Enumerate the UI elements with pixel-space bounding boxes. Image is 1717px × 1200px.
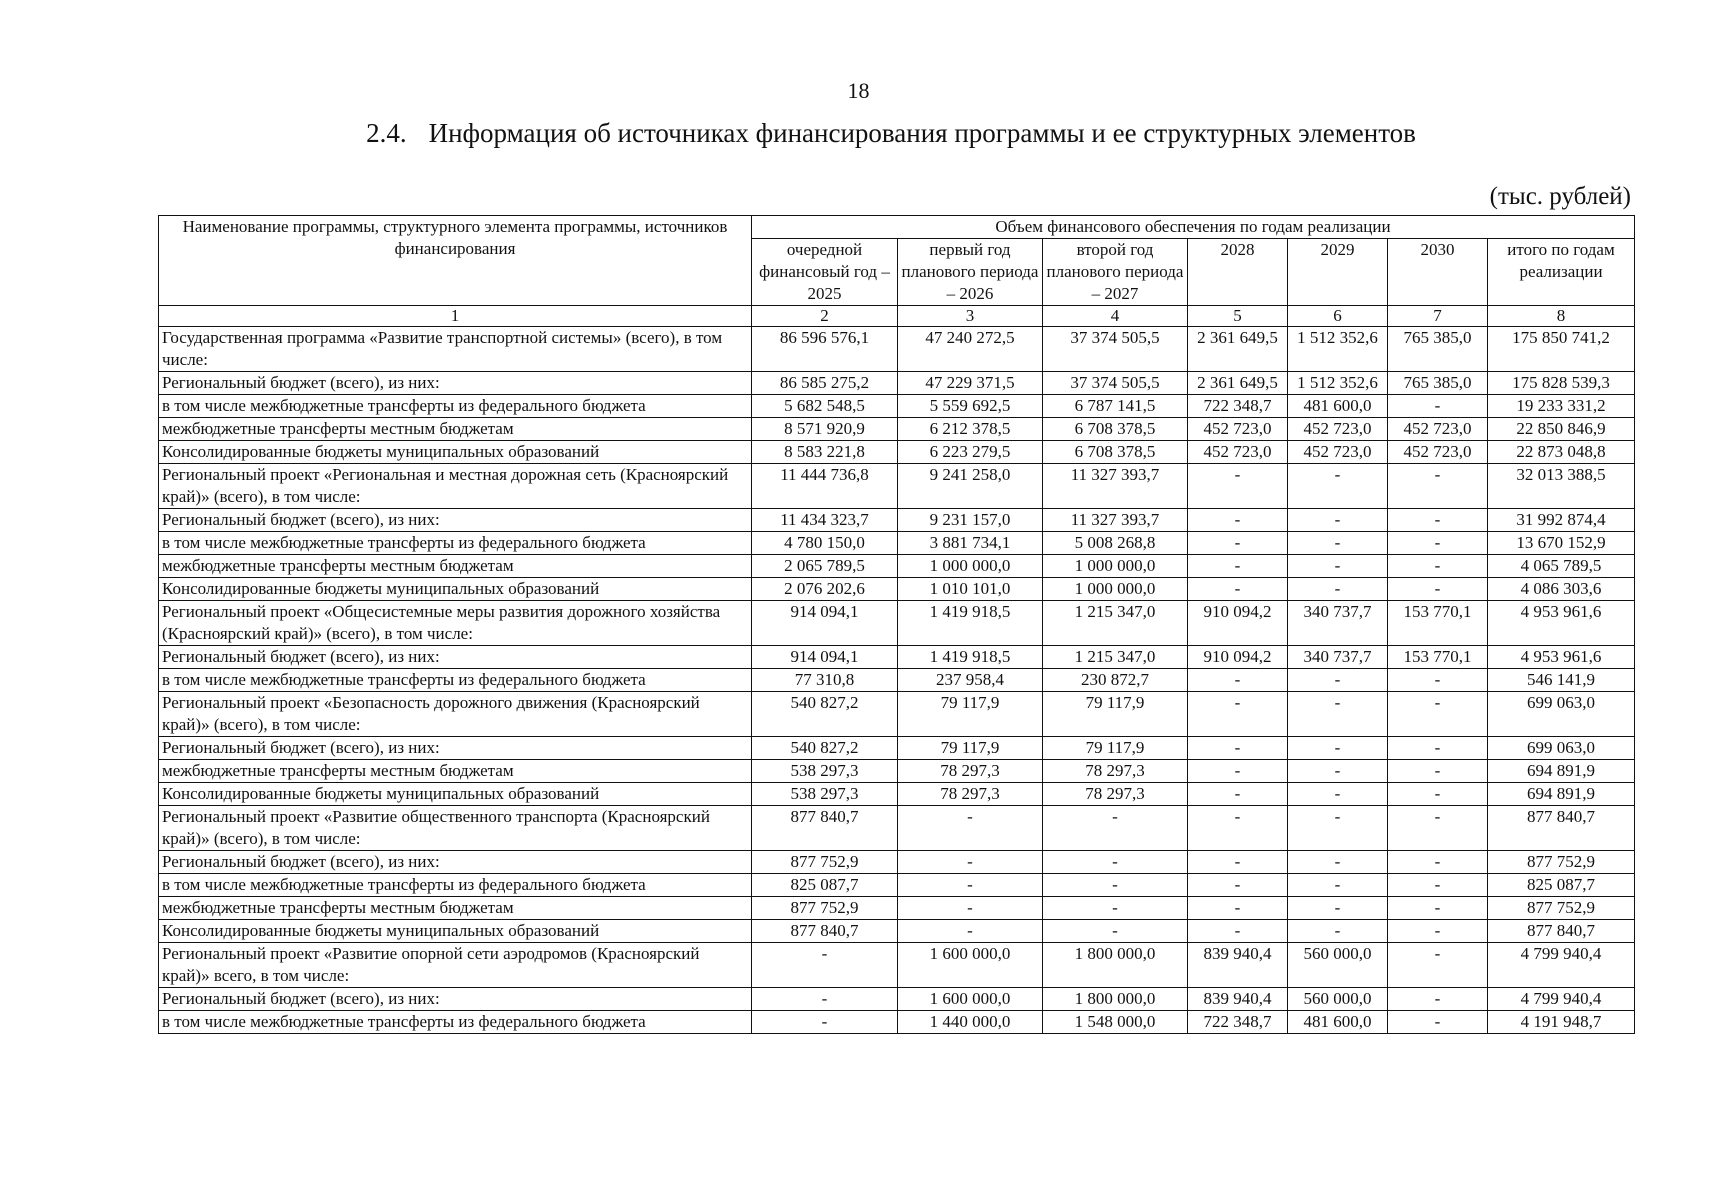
cell-2029: - bbox=[1288, 509, 1388, 532]
cell-2027: 79 117,9 bbox=[1043, 737, 1188, 760]
cell-2026: 9 241 258,0 bbox=[898, 464, 1043, 509]
cell-2030: - bbox=[1388, 760, 1488, 783]
header-2028: 2028 bbox=[1188, 239, 1288, 306]
section-title bbox=[0, 118, 1717, 149]
cell-2029: 560 000,0 bbox=[1288, 988, 1388, 1011]
cell-2028: 722 348,7 bbox=[1188, 395, 1288, 418]
cell-2026: 79 117,9 bbox=[898, 737, 1043, 760]
cell-2025: 914 094,1 bbox=[752, 601, 898, 646]
cell-2027: 1 000 000,0 bbox=[1043, 578, 1188, 601]
table-row bbox=[159, 327, 1635, 372]
row-name: в том числе межбюджетные трансферты из федерального бюджета bbox=[159, 1011, 752, 1034]
cell-2025: 86 585 275,2 bbox=[752, 372, 898, 395]
cell-2025: 8 583 221,8 bbox=[752, 441, 898, 464]
cell-2029: - bbox=[1288, 874, 1388, 897]
index-cell: 8 bbox=[1488, 306, 1635, 327]
row-name: Региональный бюджет (всего), из них: bbox=[159, 509, 752, 532]
table-row bbox=[159, 601, 1635, 646]
cell-2026: 1 600 000,0 bbox=[898, 988, 1043, 1011]
cell-total: 19 233 331,2 bbox=[1488, 395, 1635, 418]
table-row bbox=[159, 578, 1635, 601]
units-label: (тыс. рублей) bbox=[1489, 183, 1631, 210]
table-row bbox=[159, 920, 1635, 943]
cell-2028: - bbox=[1188, 783, 1288, 806]
cell-2027: 6 708 378,5 bbox=[1043, 418, 1188, 441]
cell-2029: 481 600,0 bbox=[1288, 1011, 1388, 1034]
index-cell: 3 bbox=[898, 306, 1043, 327]
cell-2030: - bbox=[1388, 783, 1488, 806]
cell-2028: 452 723,0 bbox=[1188, 441, 1288, 464]
cell-2028: 2 361 649,5 bbox=[1188, 327, 1288, 372]
table-row bbox=[159, 669, 1635, 692]
cell-2025: 5 682 548,5 bbox=[752, 395, 898, 418]
cell-2025: 540 827,2 bbox=[752, 737, 898, 760]
row-name: Региональный бюджет (всего), из них: bbox=[159, 988, 752, 1011]
cell-2025: - bbox=[752, 943, 898, 988]
cell-2030: - bbox=[1388, 737, 1488, 760]
row-name: в том числе межбюджетные трансферты из федерального бюджета bbox=[159, 532, 752, 555]
cell-total: 4 953 961,6 bbox=[1488, 601, 1635, 646]
cell-2028: 2 361 649,5 bbox=[1188, 372, 1288, 395]
cell-2025: 540 827,2 bbox=[752, 692, 898, 737]
cell-2027: 6 787 141,5 bbox=[1043, 395, 1188, 418]
cell-total: 699 063,0 bbox=[1488, 692, 1635, 737]
table-row bbox=[159, 509, 1635, 532]
cell-2027: 1 800 000,0 bbox=[1043, 988, 1188, 1011]
cell-2028: - bbox=[1188, 669, 1288, 692]
cell-2029: 560 000,0 bbox=[1288, 943, 1388, 988]
cell-2025: 877 752,9 bbox=[752, 851, 898, 874]
cell-total: 825 087,7 bbox=[1488, 874, 1635, 897]
cell-2030: - bbox=[1388, 669, 1488, 692]
row-name: межбюджетные трансферты местным бюджетам bbox=[159, 555, 752, 578]
table-row bbox=[159, 874, 1635, 897]
cell-2028: - bbox=[1188, 692, 1288, 737]
cell-2025: 11 434 323,7 bbox=[752, 509, 898, 532]
header-2026: первый год планового периода – 2026 bbox=[898, 239, 1043, 306]
cell-2028: - bbox=[1188, 509, 1288, 532]
row-name: Региональный бюджет (всего), из них: bbox=[159, 851, 752, 874]
row-name: в том числе межбюджетные трансферты из федерального бюджета bbox=[159, 669, 752, 692]
index-cell: 4 bbox=[1043, 306, 1188, 327]
cell-2027: - bbox=[1043, 897, 1188, 920]
row-name: Региональный бюджет (всего), из них: bbox=[159, 737, 752, 760]
header-2025: очередной финансовый год – 2025 bbox=[752, 239, 898, 306]
cell-2029: 452 723,0 bbox=[1288, 418, 1388, 441]
cell-2026: 237 958,4 bbox=[898, 669, 1043, 692]
cell-2027: 5 008 268,8 bbox=[1043, 532, 1188, 555]
cell-2028: 839 940,4 bbox=[1188, 943, 1288, 988]
cell-total: 877 752,9 bbox=[1488, 897, 1635, 920]
cell-2029: 1 512 352,6 bbox=[1288, 327, 1388, 372]
cell-2030: - bbox=[1388, 851, 1488, 874]
row-name: Региональный проект «Безопасность дорожного движения (Красноярский край)» (всего), в том числе: bbox=[159, 692, 752, 737]
cell-2027: 1 215 347,0 bbox=[1043, 646, 1188, 669]
cell-2028: - bbox=[1188, 874, 1288, 897]
cell-2028: - bbox=[1188, 920, 1288, 943]
table-row bbox=[159, 806, 1635, 851]
cell-2026: 6 223 279,5 bbox=[898, 441, 1043, 464]
header-2029: 2029 bbox=[1288, 239, 1388, 306]
index-row bbox=[159, 306, 1635, 327]
cell-2025: 914 094,1 bbox=[752, 646, 898, 669]
table-row bbox=[159, 783, 1635, 806]
cell-2030: - bbox=[1388, 692, 1488, 737]
cell-2030: - bbox=[1388, 943, 1488, 988]
cell-2025: 877 840,7 bbox=[752, 920, 898, 943]
cell-2029: - bbox=[1288, 783, 1388, 806]
cell-total: 877 840,7 bbox=[1488, 920, 1635, 943]
cell-2028: - bbox=[1188, 578, 1288, 601]
cell-2025: 538 297,3 bbox=[752, 760, 898, 783]
cell-2026: 47 229 371,5 bbox=[898, 372, 1043, 395]
cell-2029: 452 723,0 bbox=[1288, 441, 1388, 464]
row-name: Консолидированные бюджеты муниципальных образований bbox=[159, 578, 752, 601]
index-cell: 7 bbox=[1388, 306, 1488, 327]
table-row bbox=[159, 851, 1635, 874]
cell-2030: - bbox=[1388, 1011, 1488, 1034]
cell-total: 877 752,9 bbox=[1488, 851, 1635, 874]
row-name: Региональный бюджет (всего), из них: bbox=[159, 372, 752, 395]
financing-table bbox=[158, 215, 1635, 1034]
cell-2028: - bbox=[1188, 806, 1288, 851]
table-row bbox=[159, 441, 1635, 464]
cell-2025: 11 444 736,8 bbox=[752, 464, 898, 509]
cell-total: 694 891,9 bbox=[1488, 783, 1635, 806]
index-cell: 1 bbox=[159, 306, 752, 327]
index-cell: 2 bbox=[752, 306, 898, 327]
cell-2029: 481 600,0 bbox=[1288, 395, 1388, 418]
table-row bbox=[159, 372, 1635, 395]
cell-2025: 2 065 789,5 bbox=[752, 555, 898, 578]
cell-2029: 340 737,7 bbox=[1288, 601, 1388, 646]
cell-2029: - bbox=[1288, 555, 1388, 578]
cell-2027: 1 548 000,0 bbox=[1043, 1011, 1188, 1034]
cell-total: 699 063,0 bbox=[1488, 737, 1635, 760]
row-name: Региональный проект «Региональная и местная дорожная сеть (Красноярский край)» (всего), в том числе: bbox=[159, 464, 752, 509]
section-title-text: Информация об источниках финансирования программы и ее структурных элементов bbox=[428, 118, 1416, 148]
cell-2027: 37 374 505,5 bbox=[1043, 327, 1188, 372]
cell-2025: 86 596 576,1 bbox=[752, 327, 898, 372]
cell-total: 4 086 303,6 bbox=[1488, 578, 1635, 601]
table-row bbox=[159, 1011, 1635, 1034]
row-name: Региональный бюджет (всего), из них: bbox=[159, 646, 752, 669]
cell-total: 22 873 048,8 bbox=[1488, 441, 1635, 464]
cell-2030: - bbox=[1388, 920, 1488, 943]
table-row bbox=[159, 988, 1635, 1011]
cell-total: 32 013 388,5 bbox=[1488, 464, 1635, 509]
cell-2030: - bbox=[1388, 532, 1488, 555]
cell-2028: - bbox=[1188, 532, 1288, 555]
row-name: межбюджетные трансферты местным бюджетам bbox=[159, 418, 752, 441]
cell-total: 877 840,7 bbox=[1488, 806, 1635, 851]
cell-2026: - bbox=[898, 920, 1043, 943]
table-row bbox=[159, 418, 1635, 441]
cell-2026: 1 440 000,0 bbox=[898, 1011, 1043, 1034]
cell-2028: 452 723,0 bbox=[1188, 418, 1288, 441]
cell-2028: - bbox=[1188, 464, 1288, 509]
row-name: в том числе межбюджетные трансферты из федерального бюджета bbox=[159, 874, 752, 897]
cell-2029: - bbox=[1288, 532, 1388, 555]
header-group: Объем финансового обеспечения по годам реализации bbox=[752, 216, 1635, 239]
cell-2029: - bbox=[1288, 692, 1388, 737]
cell-total: 175 850 741,2 bbox=[1488, 327, 1635, 372]
cell-2025: 538 297,3 bbox=[752, 783, 898, 806]
cell-2029: - bbox=[1288, 897, 1388, 920]
cell-2029: 340 737,7 bbox=[1288, 646, 1388, 669]
cell-2025: 4 780 150,0 bbox=[752, 532, 898, 555]
cell-total: 175 828 539,3 bbox=[1488, 372, 1635, 395]
table-row bbox=[159, 692, 1635, 737]
table-row bbox=[159, 737, 1635, 760]
cell-2027: 79 117,9 bbox=[1043, 692, 1188, 737]
cell-total: 4 953 961,6 bbox=[1488, 646, 1635, 669]
cell-2028: 910 094,2 bbox=[1188, 601, 1288, 646]
table-row bbox=[159, 555, 1635, 578]
cell-total: 4 065 789,5 bbox=[1488, 555, 1635, 578]
cell-2029: - bbox=[1288, 920, 1388, 943]
cell-2027: - bbox=[1043, 874, 1188, 897]
cell-2029: - bbox=[1288, 737, 1388, 760]
cell-2026: - bbox=[898, 897, 1043, 920]
cell-2025: 825 087,7 bbox=[752, 874, 898, 897]
index-cell: 5 bbox=[1188, 306, 1288, 327]
cell-2028: - bbox=[1188, 760, 1288, 783]
table-row bbox=[159, 464, 1635, 509]
cell-2026: 1 600 000,0 bbox=[898, 943, 1043, 988]
cell-2026: 47 240 272,5 bbox=[898, 327, 1043, 372]
cell-2026: 5 559 692,5 bbox=[898, 395, 1043, 418]
cell-2030: 153 770,1 bbox=[1388, 601, 1488, 646]
cell-2025: - bbox=[752, 1011, 898, 1034]
cell-2026: 6 212 378,5 bbox=[898, 418, 1043, 441]
cell-2027: 78 297,3 bbox=[1043, 783, 1188, 806]
cell-2030: - bbox=[1388, 509, 1488, 532]
row-name: Государственная программа «Развитие транспортной системы» (всего), в том числе: bbox=[159, 327, 752, 372]
table-row bbox=[159, 897, 1635, 920]
cell-2025: 877 752,9 bbox=[752, 897, 898, 920]
cell-2028: - bbox=[1188, 897, 1288, 920]
row-name: межбюджетные трансферты местным бюджетам bbox=[159, 760, 752, 783]
row-name: Консолидированные бюджеты муниципальных образований bbox=[159, 920, 752, 943]
cell-2030: - bbox=[1388, 874, 1488, 897]
cell-total: 22 850 846,9 bbox=[1488, 418, 1635, 441]
cell-2027: 78 297,3 bbox=[1043, 760, 1188, 783]
header-name: Наименование программы, структурного элемента программы, источников финансирования bbox=[159, 216, 752, 306]
cell-2028: - bbox=[1188, 737, 1288, 760]
header-total: итого по годам реализации bbox=[1488, 239, 1635, 306]
cell-2029: 1 512 352,6 bbox=[1288, 372, 1388, 395]
table-row bbox=[159, 943, 1635, 988]
table-row bbox=[159, 395, 1635, 418]
cell-2026: 78 297,3 bbox=[898, 783, 1043, 806]
cell-2029: - bbox=[1288, 806, 1388, 851]
cell-2026: 78 297,3 bbox=[898, 760, 1043, 783]
cell-total: 4 191 948,7 bbox=[1488, 1011, 1635, 1034]
header-2030: 2030 bbox=[1388, 239, 1488, 306]
cell-2026: 1 010 101,0 bbox=[898, 578, 1043, 601]
row-name: Региональный проект «Общесистемные меры развития дорожного хозяйства (Красноярский край)» (всего), в том числе: bbox=[159, 601, 752, 646]
cell-2030: - bbox=[1388, 464, 1488, 509]
cell-2027: - bbox=[1043, 851, 1188, 874]
cell-2026: - bbox=[898, 851, 1043, 874]
cell-2027: - bbox=[1043, 920, 1188, 943]
row-name: Консолидированные бюджеты муниципальных образований bbox=[159, 783, 752, 806]
cell-2028: 722 348,7 bbox=[1188, 1011, 1288, 1034]
cell-2027: 37 374 505,5 bbox=[1043, 372, 1188, 395]
cell-2030: - bbox=[1388, 988, 1488, 1011]
cell-total: 4 799 940,4 bbox=[1488, 943, 1635, 988]
table-row bbox=[159, 532, 1635, 555]
cell-2027: 11 327 393,7 bbox=[1043, 464, 1188, 509]
cell-2030: - bbox=[1388, 897, 1488, 920]
row-name: Региональный проект «Развитие опорной сети аэродромов (Красноярский край)» всего, в том числе: bbox=[159, 943, 752, 988]
index-cell: 6 bbox=[1288, 306, 1388, 327]
cell-2026: 9 231 157,0 bbox=[898, 509, 1043, 532]
table-body bbox=[159, 327, 1635, 1034]
table-row bbox=[159, 646, 1635, 669]
cell-2030: 452 723,0 bbox=[1388, 418, 1488, 441]
cell-2030: - bbox=[1388, 578, 1488, 601]
cell-2029: - bbox=[1288, 578, 1388, 601]
cell-2030: - bbox=[1388, 395, 1488, 418]
cell-total: 546 141,9 bbox=[1488, 669, 1635, 692]
cell-2030: 765 385,0 bbox=[1388, 327, 1488, 372]
cell-2030: 153 770,1 bbox=[1388, 646, 1488, 669]
cell-2030: 765 385,0 bbox=[1388, 372, 1488, 395]
cell-2026: - bbox=[898, 806, 1043, 851]
cell-2026: 1 419 918,5 bbox=[898, 646, 1043, 669]
cell-total: 13 670 152,9 bbox=[1488, 532, 1635, 555]
cell-2025: - bbox=[752, 988, 898, 1011]
cell-2028: 910 094,2 bbox=[1188, 646, 1288, 669]
cell-2025: 877 840,7 bbox=[752, 806, 898, 851]
cell-2028: 839 940,4 bbox=[1188, 988, 1288, 1011]
row-name: межбюджетные трансферты местным бюджетам bbox=[159, 897, 752, 920]
cell-2027: 6 708 378,5 bbox=[1043, 441, 1188, 464]
row-name: Региональный проект «Развитие общественного транспорта (Красноярский край)» (всего), в том числе: bbox=[159, 806, 752, 851]
cell-total: 31 992 874,4 bbox=[1488, 509, 1635, 532]
row-name: в том числе межбюджетные трансферты из федерального бюджета bbox=[159, 395, 752, 418]
cell-2025: 77 310,8 bbox=[752, 669, 898, 692]
header-2027: второй год планового периода – 2027 bbox=[1043, 239, 1188, 306]
cell-2026: 79 117,9 bbox=[898, 692, 1043, 737]
cell-2026: - bbox=[898, 874, 1043, 897]
cell-2025: 2 076 202,6 bbox=[752, 578, 898, 601]
cell-2030: - bbox=[1388, 806, 1488, 851]
cell-2027: 1 000 000,0 bbox=[1043, 555, 1188, 578]
page-number: 18 bbox=[847, 78, 870, 103]
cell-2027: 230 872,7 bbox=[1043, 669, 1188, 692]
cell-2030: - bbox=[1388, 555, 1488, 578]
cell-2025: 8 571 920,9 bbox=[752, 418, 898, 441]
cell-2027: 1 800 000,0 bbox=[1043, 943, 1188, 988]
cell-2029: - bbox=[1288, 464, 1388, 509]
cell-total: 694 891,9 bbox=[1488, 760, 1635, 783]
row-name: Консолидированные бюджеты муниципальных образований bbox=[159, 441, 752, 464]
cell-2028: - bbox=[1188, 851, 1288, 874]
cell-2030: 452 723,0 bbox=[1388, 441, 1488, 464]
cell-2027: - bbox=[1043, 806, 1188, 851]
cell-2026: 1 000 000,0 bbox=[898, 555, 1043, 578]
table-row bbox=[159, 760, 1635, 783]
cell-total: 4 799 940,4 bbox=[1488, 988, 1635, 1011]
cell-2026: 1 419 918,5 bbox=[898, 601, 1043, 646]
cell-2029: - bbox=[1288, 760, 1388, 783]
section-number: 2.4. bbox=[366, 118, 407, 148]
cell-2027: 1 215 347,0 bbox=[1043, 601, 1188, 646]
cell-2027: 11 327 393,7 bbox=[1043, 509, 1188, 532]
cell-2026: 3 881 734,1 bbox=[898, 532, 1043, 555]
cell-2029: - bbox=[1288, 851, 1388, 874]
cell-2029: - bbox=[1288, 669, 1388, 692]
cell-2028: - bbox=[1188, 555, 1288, 578]
